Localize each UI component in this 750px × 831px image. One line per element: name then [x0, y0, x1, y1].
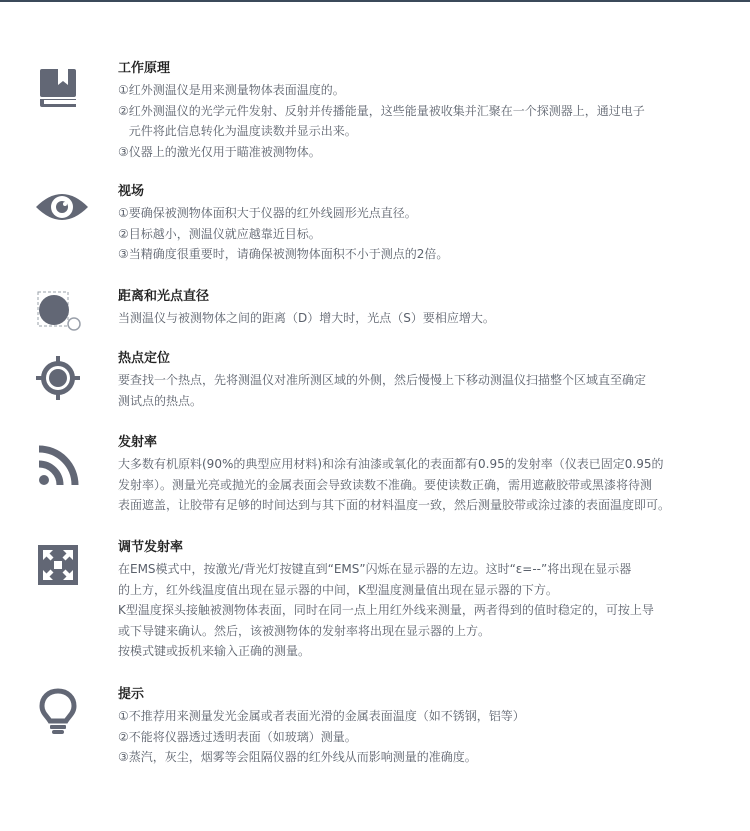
section-line: 表面遮盖，让胶带有足够的时间达到与其下面的材料温度一致，然后测量胶带或涂过漆的表面温度即可。 [118, 498, 671, 512]
section-line: ③蒸汽，灰尘，烟雾等会阻隔仪器的红外线从而影响测量的准确度。 [118, 750, 477, 764]
target-icon [36, 356, 80, 400]
emission-icon [36, 444, 80, 488]
section-title: 提示 [118, 687, 145, 702]
section-title: 调节发射率 [118, 540, 184, 555]
distance-spot-icon [36, 290, 82, 334]
section-line: ②不能将仪器透过透明表面（如玻璃）测量。 [118, 729, 357, 744]
section-title: 距离和光点直径 [118, 289, 210, 304]
top-divider [0, 0, 750, 2]
section-title: 视场 [118, 184, 145, 199]
section-line: 测试点的热点。 [118, 393, 203, 408]
section-line: 当测温仪与被测物体之间的距离（D）增大时，光点（S）要相应增大。 [118, 311, 495, 325]
section-line: 的上方，红外线温度值出现在显示器的中间，K型温度测量值出现在显示器的下方。 [118, 582, 558, 597]
section-line: ②红外测温仪的光学元件发射、反射并传播能量，这些能量被收集并汇聚在一个探测器上，通过电子 [118, 103, 645, 118]
book-icon [36, 66, 80, 110]
adjust-icon [38, 545, 78, 585]
section-line: 在EMS模式中，按激光/背光灯按键直到“EMS”闪烁在显示器的左边。这时“ε=--”将出现在显示器 [118, 562, 632, 576]
section-line: ①要确保被测物体面积大于仪器的红外线圆形光点直径。 [118, 206, 417, 220]
section-line: ③当精确度很重要时，请确保被测物体面积不小于测点的2倍。 [118, 247, 449, 261]
section-line: 要查找一个热点，先将测温仪对准所测区域的外侧，然后慢慢上下移动测温仪扫描整个区域直至确定 [118, 373, 647, 387]
section-line: ③仪器上的激光仅用于瞄准被测物体。 [118, 144, 321, 159]
lightbulb-icon [38, 688, 78, 732]
section-line: 大多数有机原料(90%的典型应用材料)和涂有油漆或氧化的表面都有0.95的发射率（仪表已固定0.95的 [118, 457, 664, 471]
section-line: 或下导键来确认。然后，该被测物体的发射率将出现在显示器的上方。 [118, 623, 491, 638]
section-line: ①不推荐用来测量发光金属或者表面光滑的金属表面温度（如不锈钢，铝等） [118, 709, 525, 723]
section-line: 按模式键或扳机来输入正确的测量。 [118, 644, 311, 658]
section-title: 工作原理 [118, 61, 171, 76]
section-line: ②目标越小，测温仪就应越靠近目标。 [118, 226, 321, 241]
section-line: 元件将此信息转化为温度读数并显示出来。 [128, 124, 357, 138]
section-title: 发射率 [118, 435, 158, 450]
eye-icon [34, 185, 90, 229]
section-line: 发射率）。测量光亮或抛光的金属表面会导致读数不准确。要使读数正确，需用遮蔽胶带或黑漆将待测 [118, 477, 653, 492]
section-line: ①红外测温仪是用来测量物体表面温度的。 [118, 83, 345, 97]
section-line: K型温度探头接触被测物体表面，同时在同一点上用红外线来测量，两者得到的值时稳定的，可按上导 [118, 603, 654, 617]
section-title: 热点定位 [118, 351, 171, 366]
